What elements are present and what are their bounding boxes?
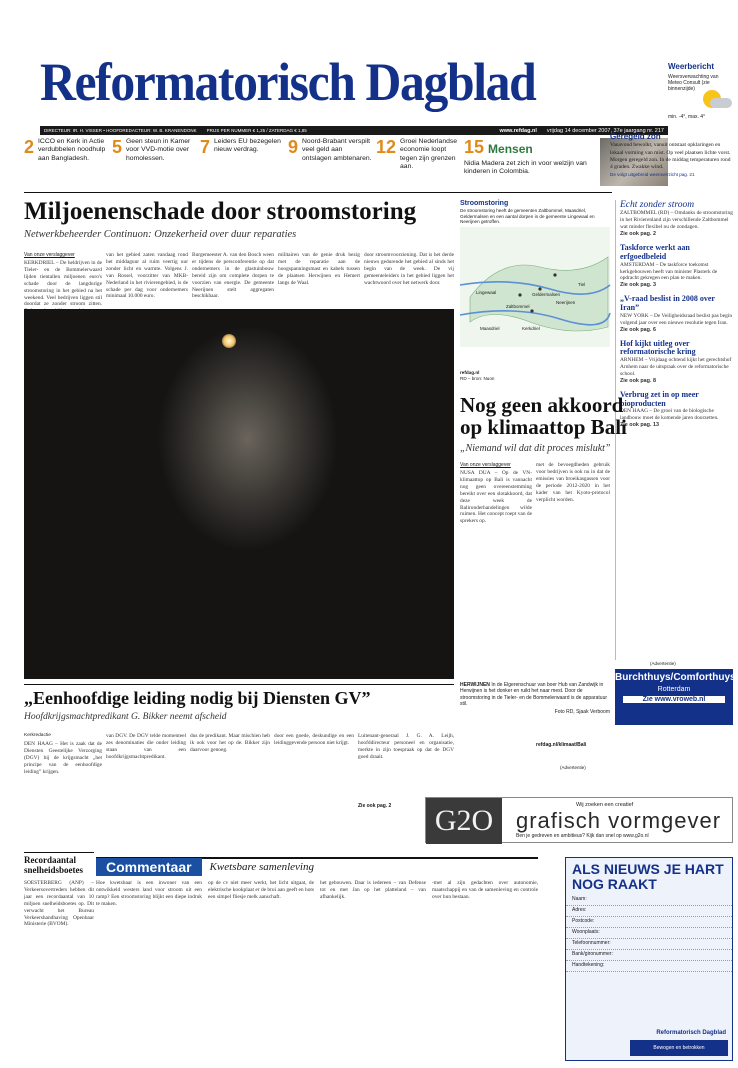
map-credit-link[interactable]: refdag.nl	[460, 370, 480, 375]
lead-col-5: door stroomvoorziening. Dat is het derde nieuws gedurende het gebied al sinds het begin van de week. De vij gemeenteleiders in het gebied liggen het wachtwoord over het netwerk door.	[364, 252, 454, 286]
gfx-ad-small: Wij zoeken een creatief	[576, 802, 634, 808]
teaser-page: 9	[288, 137, 299, 157]
sidebar-item-title: Hof kijkt uitleg over reformatorische kring	[620, 338, 696, 357]
coupon-field[interactable]	[566, 950, 732, 961]
gfx-ad-label: (Advertentie)	[560, 765, 586, 770]
akkoord-col-2: met de bevoegdheden gebruik voor bedrijven is ook nu in dat de emissies van broeikasgassen voor de periode 2012-2020 in het kader van het Kyoto-protocol verplicht worden.	[536, 462, 610, 503]
map-source: RD – bron: Nuon	[460, 376, 495, 381]
diensten-col-3: dus de predikant. Maar mischien heb ik ook voor het op de. Bikker zijn daarvoor genoeg.	[190, 733, 270, 753]
lead-col-1: KERKDRIEL – De heldrijven in de Tieler- en de Bommelerwaard lijden tientallen miljoenen euro's schade door de langdurige stroomstoring in het gebied na het weekend. Veel bedrijven liggen stil doordat ze zonder stroom zitten.	[24, 260, 102, 308]
weather-title: Weerbericht	[668, 62, 715, 71]
mensen-text: Nidia Madera zet zich in voor welzijn van kinderen in Colombia.	[464, 160, 587, 176]
sidebar-item-body: ZALTBOMMEL (RD) – Omdanks de stroomstoring in het Rivierenland zijn verschillende Zaltbommel wat minder flexibel nu de zondagen.	[620, 210, 733, 231]
coupon-field-label: Naam:	[572, 895, 587, 902]
coupon-field-label: Adres:	[572, 906, 587, 913]
akkoord-byline: Van onze verslaggever	[460, 462, 511, 468]
masthead-title: Reformatorisch Dagblad	[40, 52, 536, 112]
sidebar-item-title: „V-raad beslist in 2008 over Iran”	[620, 294, 715, 313]
lead-col-2: van het gebied zaten vandaag rond het middaguur al ruim veertig uur zonder licht en warmte. Volgens J. van Rossel, voorzitter van MKB-Nederland in het rivierengebied, is de schade per dag voor ondernemers minimaal 10.000 euro.	[106, 252, 188, 300]
forecast-ref: De volgt uitgebreid weeroverzicht pag. 21	[610, 171, 695, 177]
sidebar-item-ref: Zie ook pag. 3	[620, 282, 656, 289]
sidebar	[620, 200, 733, 429]
coupon-title: ALS NIEUWS JE HART NOG RAAKT	[572, 861, 724, 893]
lead-col-3: Burgemeester A. van den Bosch ween er tijdens de persconferentie op dat ondernemers in de glastuinbouw bereid zijn om complete dorpen te voorzien van energie. De gemeente Neerijnen stelt aggregaten beschikbaar.	[192, 252, 274, 300]
coupon-footer[interactable]: Bewogen en betrokken	[630, 1040, 728, 1056]
akkoord-col-1: NUSA DUA – Op de VN-klimaattop op Bali is vannacht nog geen overeenstemming bereikt over een slotakkoord, dat deze week de Balironderhandelingen wilde ruimen. Het concept roept van de sprekers op.	[460, 470, 532, 525]
outage-map	[460, 200, 610, 382]
sidebar-item-ref: Zie ook pag. 8	[620, 377, 656, 384]
coupon-field[interactable]	[566, 917, 732, 928]
coupon-field-label: Woonplaats:	[572, 928, 600, 935]
diensten-ref: Zie ook pag. 2	[358, 803, 392, 809]
teaser-page: 2	[24, 137, 35, 157]
divider	[24, 684, 454, 685]
commentaar-col-4: -met al zijn gedachten over autonomie, maatschappij en van de samenleving en controle over hun bestaan.	[432, 880, 538, 900]
mensen-label: Mensen	[488, 142, 533, 156]
teaser-item[interactable]	[24, 138, 112, 184]
coupon-field[interactable]	[566, 939, 732, 950]
lamp-glow	[222, 334, 236, 348]
map-caption: De stroomstoring heeft de gemeenten Zaltbommel, Maasdriel, Geldermalsen en een aantal dorpen in de gemeente Lingewaal en Neerijnen getroffen.	[460, 208, 595, 224]
lead-col-4: militairen van de genie druk bezig met de reparatie aan de hoogspanningsmast en kabels tussen de plaatsen Herwijnen en Hemert langs de Waal.	[278, 252, 360, 286]
sidebar-item-body: DEN HAAG – De groei van de biologische landbouw moet de komende jaren doorzetten.	[620, 408, 719, 422]
diensten-headline: „Eenhoofdige leiding nodig bij Diensten GV”	[24, 688, 371, 708]
teaser-text: Geen steun in Kamer voor VVD-motie over homolessen.	[126, 138, 191, 162]
sidebar-item-ref: Zie ook pag. 6	[620, 326, 656, 333]
info-bar	[40, 126, 668, 135]
photo-credit: Foto RD, Sjaak Verboom	[554, 709, 610, 715]
teaser-page: 7	[200, 137, 211, 157]
g2o-logo: G2O	[426, 798, 502, 844]
coupon-field[interactable]	[566, 906, 732, 917]
weather-temp: min. -4°, max. 4°	[668, 113, 706, 120]
price-line: PRIJS PER NUMMER € 1,25 / ZATERDAG € 1,85	[206, 128, 307, 133]
teaser-text: Noord-Brabant verspilt veel geld aan ontslagen ambtenaren.	[302, 138, 372, 162]
director-line: DIRECTEUR: IR. H. VISSER • HOOFDREDACTEUR: W. B. KRANENDONK	[44, 128, 197, 133]
photo-caption-head: HERWIJNEN	[460, 682, 490, 688]
gfx-ad-sub: Ben je gedreven en ambitieus? Kijk dan snel op www.g2o.nl	[516, 833, 649, 839]
commentaar-title: Kwetsbare samenleving	[209, 861, 314, 873]
lead-byline: Van onze verslaggever	[24, 252, 75, 258]
teaser-item[interactable]	[376, 138, 464, 184]
teaser-item[interactable]	[200, 138, 288, 184]
diensten-col-5: Luitenant-generaal J. G. A. Leijh, hoofddirecteur personeel en organisatie, merkte in zijn toespraak op dat de DGV goed draait.	[358, 733, 454, 760]
map-place: Kerkdriel	[522, 326, 540, 331]
subscription-coupon	[565, 857, 733, 1061]
gfx-ad-title: grafisch vormgever	[516, 808, 722, 833]
sidebar-item-title: Verbrug zet in op meer bioproducten	[620, 389, 699, 408]
lead-subtitle: Netwerkbeheerder Continuon: Onzekerheid over duur reparaties	[24, 229, 297, 240]
diensten-byline: Kerkredactie	[24, 733, 51, 738]
diensten-col-2: van DGV. De DGV telde momenteel zes denominaties die onder leiding staan van een hoofdkrijgsmachtpredikant.	[106, 733, 186, 760]
teaser-page: 12	[376, 137, 397, 157]
diensten-subtitle: Hoofdkrijgsmachtpredikant G. Bikker neemt afscheid	[24, 712, 227, 722]
teaser-bar	[24, 138, 464, 184]
teaser-item[interactable]	[288, 138, 376, 184]
commentaar-col-2: op de cv niet meer werkt, het licht uitgaat, de elektrische kookplaat er de brui aan geeft en hots een simpel fliesje melk aanschaft.	[208, 880, 314, 900]
mensen-teaser[interactable]	[464, 138, 596, 184]
akkoord-subtitle: „Niemand wil dat dit proces mislukt”	[460, 443, 611, 454]
photo-caption	[460, 682, 610, 715]
recordaantal-body: SOESTERBERG (ANP) – Verkeersovertreders hebben dit jaar een recordaantal van 10 miljoen snelheidsboetes op. Dit verwacht het Bureau Verkeershandhaving Openbaar Ministerie (BVOM).	[24, 880, 94, 928]
map-place: Lingewaal	[476, 290, 497, 295]
map-place: Tiel	[578, 282, 586, 287]
map-place: Maasdriel	[480, 326, 500, 331]
diensten-col-1: DEN HAAG – Het is zaak dat de Diensten Geestelijke Verzorging (DGV) bij de krijgsmacht „het principe van de eenhoofdige leiding” krijgen.	[24, 741, 102, 775]
map-title: Stroomstoring	[460, 200, 509, 207]
diensten-col-4: door een goede, deskundige en een leidinggevende persoon niet krijgt.	[274, 733, 354, 746]
commentaar-col-3: het gebouwen. Daar is iedereen – van Defense tot en met Jan op het platteland – van afhankelijk.	[320, 880, 426, 900]
cloud-icon	[710, 98, 732, 108]
coupon-field-label: Handtekening:	[572, 961, 605, 968]
ad-city: Rotterdam	[657, 685, 691, 693]
map-place: Neerijnen	[556, 300, 576, 305]
map-place: Geldermalsen	[532, 292, 561, 297]
forecast-title: Geregeld zon	[610, 132, 661, 141]
mensen-page: 15	[464, 137, 485, 157]
sidebar-item-body: AMSTERDAM – De taskforce toekomst kerkgebouwen heeft van minister Plasterk de opdracht gekregen een plan te maken.	[620, 261, 718, 282]
burchthuys-ad[interactable]	[615, 669, 736, 725]
sidebar-item-body: NEW YORK – De Veiligheidsraad beslist pas begin volgend jaar over een nieuwe resolutie tegen Iran.	[620, 312, 733, 326]
photo-caption-text: In de Elgerenschuur van boer Hub van Zandwijk in Herwijnen is het donker en ruikt het naar mest. Door de stroomstoring in de Tieler- en de Bommelerwaard is de apparatuur stil.	[460, 682, 608, 707]
akkoord-headline-2: op klimaattop Bali	[460, 415, 627, 439]
akkoord-headline-1: Nog geen akkoord	[460, 393, 624, 417]
coupon-field-label: Telefoonnummer:	[572, 939, 611, 946]
recordaantal-headline: Recordaantal snelheidsboetes	[24, 855, 84, 875]
coupon-field-label: Bank/gironummer:	[572, 950, 613, 957]
sidebar-item-title: Taskforce werkt aan erfgoedbeleid	[620, 243, 690, 261]
commentaar-bar	[96, 857, 538, 875]
weather-forecast	[610, 132, 733, 178]
teaser-item[interactable]	[112, 138, 200, 184]
divider	[24, 852, 94, 853]
commentaar-col-1: Hoe kwetsbaar is een inwoner van een ontwikkeld westers land voor stroom uit een ramp? Een stroomstoring blijkt een diepe indruk te maken.	[96, 880, 202, 907]
ad-url[interactable]: Zie www.vroweb.nl	[623, 696, 725, 703]
ad-label: (Advertentie)	[650, 661, 676, 666]
ad-brand: Burchthuys/Comforthuys	[615, 672, 736, 683]
sidebar-item-ref: Zie ook pag. 13	[620, 422, 659, 429]
lead-photo	[24, 309, 454, 679]
teaser-text: Groei Nederlandse economie loopt tegen zijn grenzen aan.	[400, 138, 458, 170]
map-place: Zaltbommel	[506, 304, 530, 309]
forecast-body: Vanavond bewolkt, vanuit ontstaat opklaringen en lokaal vorming van mist. Op veel plaatsen lichte vorst. Morgen geregeld zon. In de middag temperaturen rond 4 graden. Zwakke wind.	[610, 142, 731, 170]
sidebar-item-body: ARNHEM – Vrijdaag ochtend kijkt het gerechtshof Arnhem naar de uitspraak over de reformatorische school.	[620, 357, 732, 377]
teaser-text: ICCO en Kerk in Actie verdubbelen noodhulp aan Bangladesh.	[38, 138, 106, 162]
coupon-field[interactable]	[566, 961, 732, 972]
akkoord-link[interactable]: refdag.nl/klimaat/Bali	[536, 742, 587, 748]
coupon-field-label: Postcode:	[572, 917, 595, 924]
coupon-brand: Reformatorisch Dagblad	[656, 1030, 726, 1036]
teaser-text: Leiders EU bezegelen nieuw verdrag.	[214, 138, 281, 154]
teaser-page: 5	[112, 137, 123, 157]
sidebar-item-ref: Zie ook pag. 2	[620, 231, 656, 238]
divider	[24, 192, 612, 193]
lead-headline: Miljoenenschade door stroomstoring	[24, 198, 417, 225]
coupon-field[interactable]	[566, 928, 732, 939]
coupon-field[interactable]	[566, 895, 732, 906]
issue-date: vrijdag 14 december 2007, 37e jaargang nr. 217	[546, 127, 664, 134]
commentaar-label: Commentaar	[96, 858, 202, 876]
sidebar-item-title: Echt zonder stroom	[620, 200, 695, 210]
weather-box	[668, 62, 730, 120]
vormgever-ad[interactable]	[425, 797, 733, 843]
weather-source: Weersverwachting van Meteo Consult (zie binnenzijde)	[668, 73, 719, 92]
site-url[interactable]: www.refdag.nl	[499, 127, 537, 134]
